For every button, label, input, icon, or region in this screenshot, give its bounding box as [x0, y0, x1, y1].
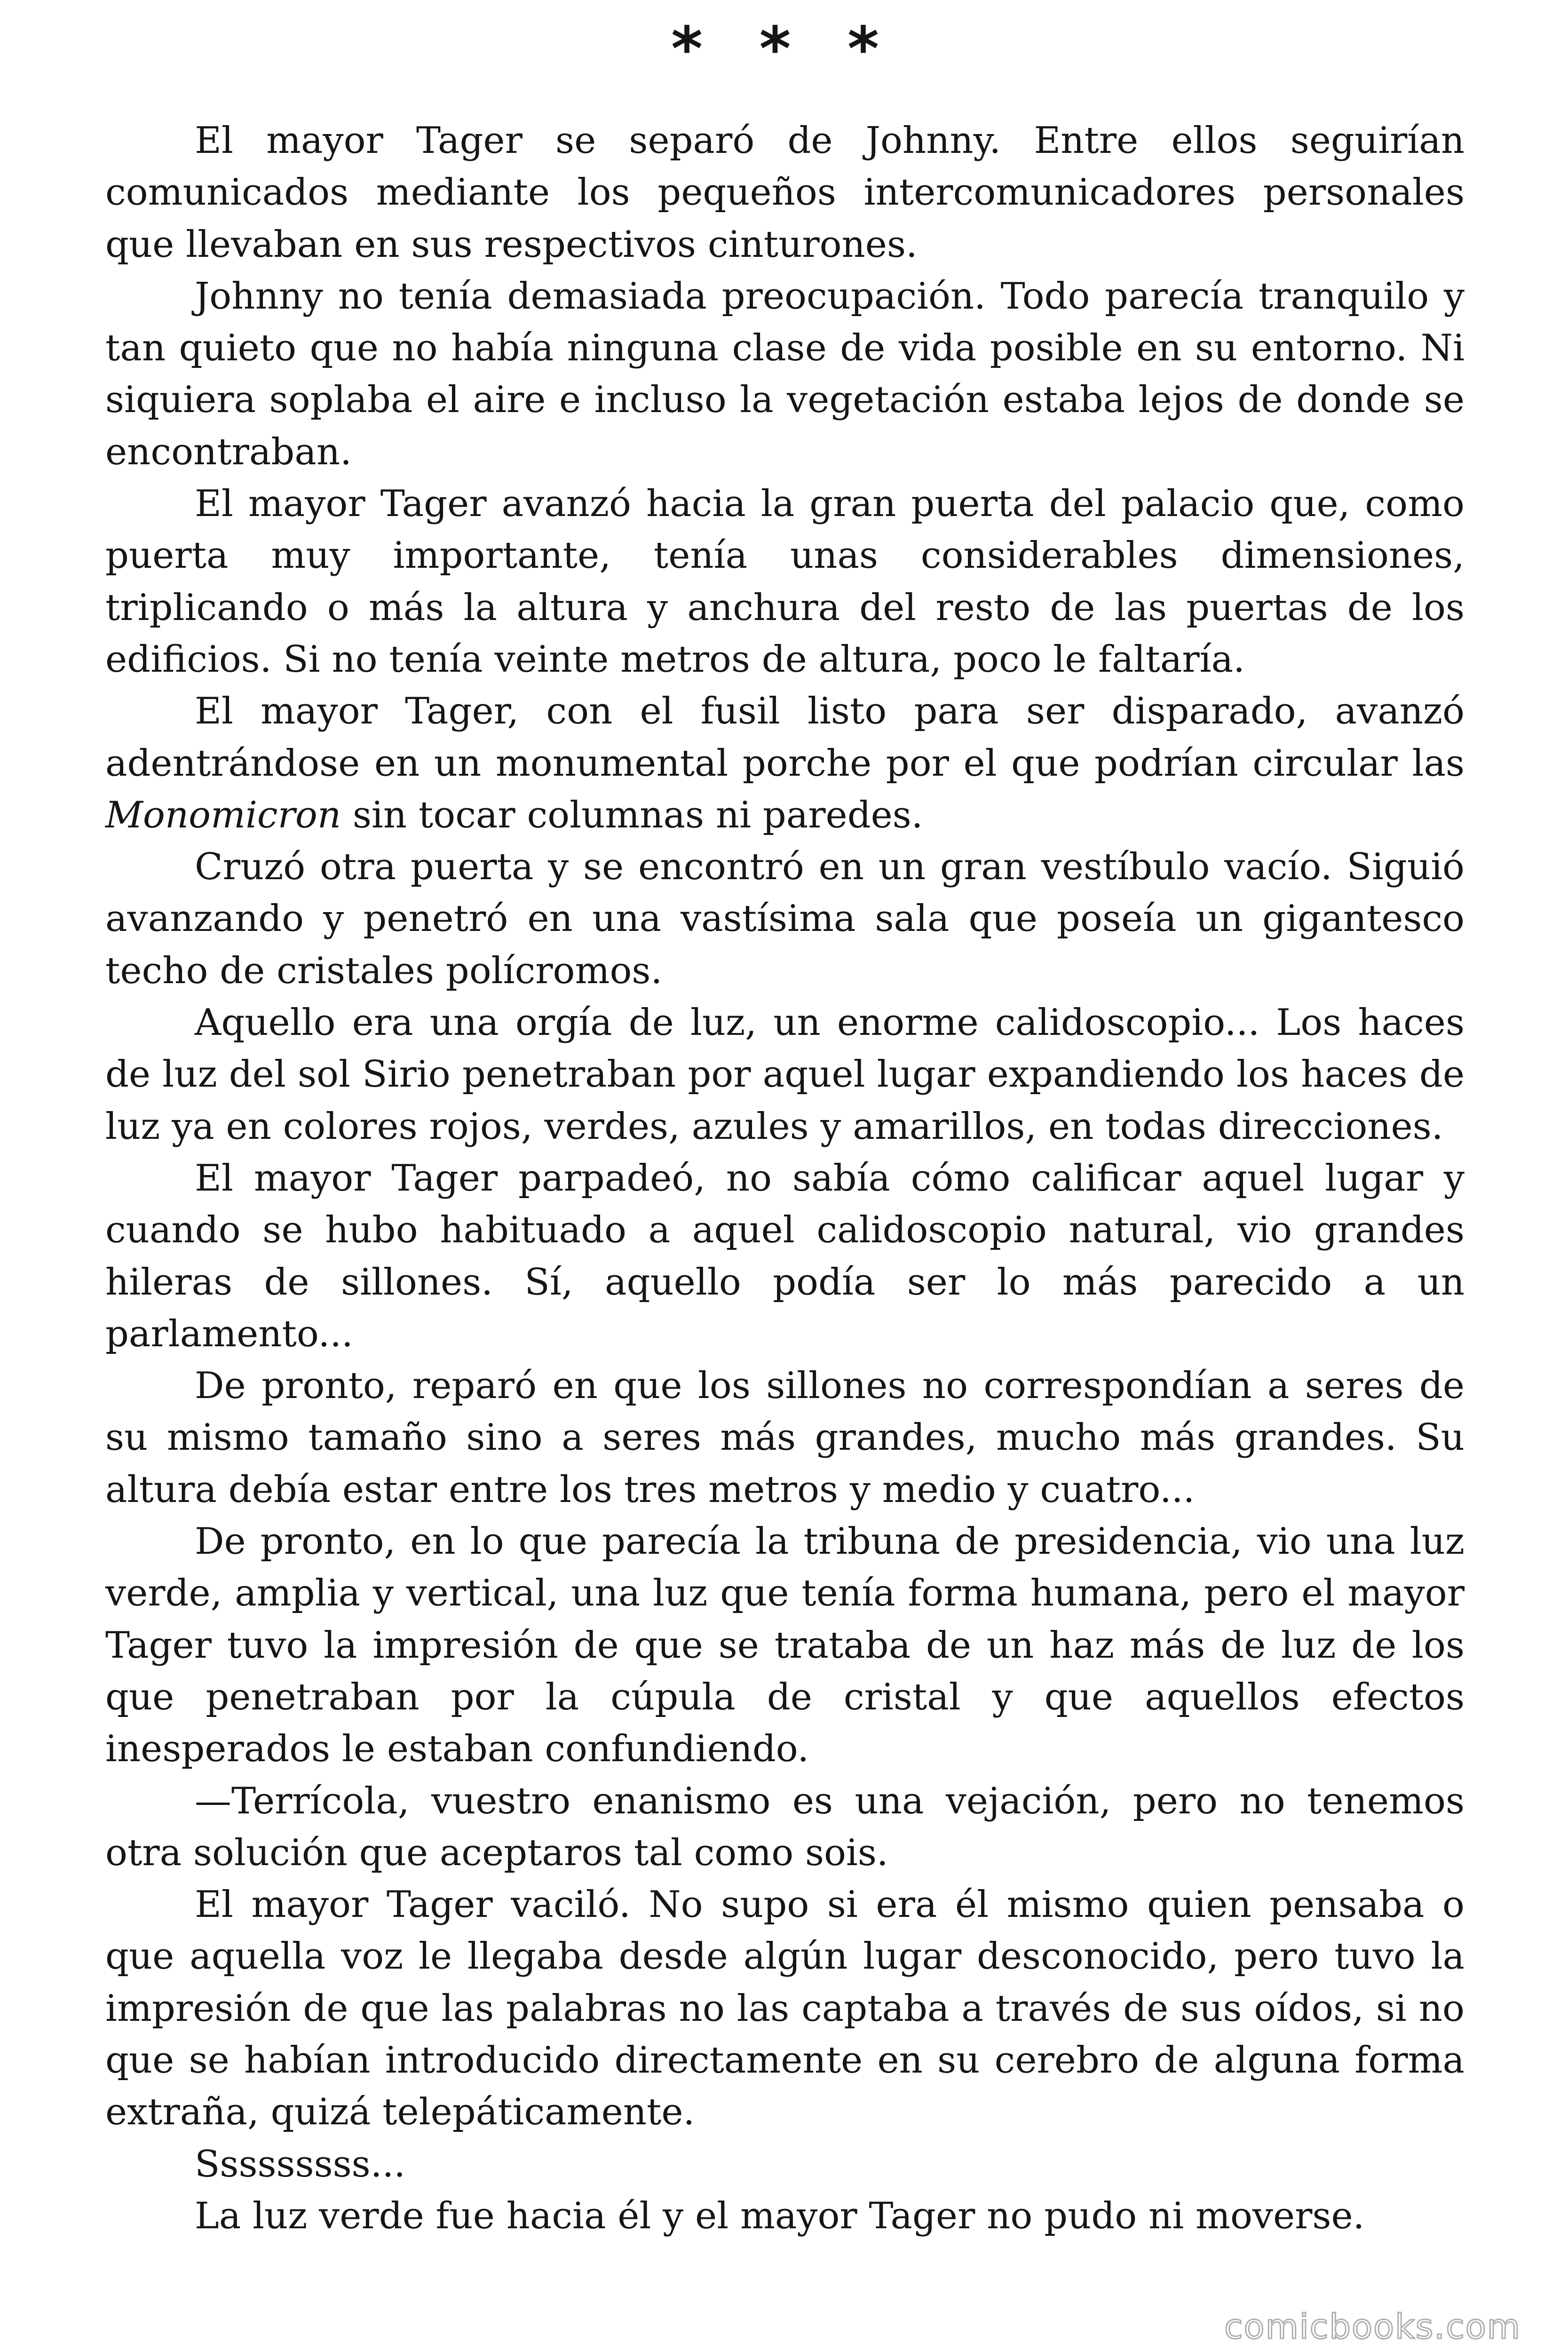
paragraph: Johnny no tenía demasiada preocupación. Todo parecía tranquilo y tan quieto que no había ninguna clase de vida posible en su entorno. Ni siquiera soplaba el aire e incluso la vegetación estaba lejos de donde se encontraban.: [105, 275, 1465, 473]
paragraph: El mayor Tager vaciló. No supo si era él mismo quien pensaba o que aquella voz le llegaba desde algún lugar desconocido, pero tuvo la impresión de que las palabras no las captaba a través de sus oídos, si no que se habían introducido directamente en su cerebro de alguna forma extraña, quizá telepáticamente.: [105, 1883, 1465, 2134]
section-separator: * * *: [671, 14, 897, 84]
paragraph: De pronto, en lo que parecía la tribuna de presidencia, vio una luz verde, amplia y vertical, una luz que tenía forma humana, pero el mayor Tager tuvo la impresión de que se trataba de un haz más de luz de los que penetraban por la cúpula de cristal y que aquellos efectos inesperados le estaban confundiendo.: [105, 1520, 1465, 1771]
paragraph-text: El mayor Tager, con el fusil listo para ser disparado, avanzó adentrándose en un monumental porche por el que podrían circular las: [105, 690, 1465, 785]
paragraph-text-tail: sin tocar columnas ni paredes.: [352, 794, 923, 836]
body-text: [105, 115, 1465, 2242]
paragraph: Aquello era una orgía de luz, un enorme calidoscopio... Los haces de luz del sol Sirio penetraban por aquel lugar expandiendo los haces de luz ya en colores rojos, verdes, azules y amarillos, en todas direcciones.: [105, 1001, 1465, 1148]
watermark: comicbooks.com: [1224, 2307, 1521, 2346]
paragraph: [105, 685, 1465, 841]
paragraph: El mayor Tager se separó de Johnny. Entre ellos seguirían comunicados mediante los pequeños intercomunicadores personales que llevaban en sus respectivos cinturones.: [105, 119, 1465, 266]
paragraph: De pronto, reparó en que los sillones no correspondían a seres de su mismo tamaño sino a seres más grandes, mucho más grandes. Su altura debía estar entre los tres metros y medio y cuatro...: [105, 1365, 1465, 1511]
paragraph: Cruzó otra puerta y se encontró en un gran vestíbulo vacío. Siguió avanzando y penetró en una vastísima sala que poseía un gigantesco techo de cristales polícromos.: [105, 846, 1465, 992]
paragraph: El mayor Tager parpadeó, no sabía cómo calificar aquel lugar y cuando se hubo habituado a aquel calidoscopio natural, vio grandes hileras de sillones. Sí, aquello podía ser lo más parecido a un parlamento...: [105, 1157, 1465, 1355]
paragraph: El mayor Tager avanzó hacia la gran puerta del palacio que, como puerta muy importante, tenía unas considerables dimensiones, triplicando o más la altura y anchura del resto de las puertas de los edificios. Si no tenía veinte metros de altura, poco le faltaría.: [105, 483, 1465, 681]
paragraph: Sssssssss...: [195, 2143, 406, 2185]
paragraph: La luz verde fue hacia él y el mayor Tager no pudo ni moverse.: [195, 2194, 1365, 2237]
dialogue-paragraph: —Terrícola, vuestro enanismo es una vejación, pero no tenemos otra solución que aceptaros tal como sois.: [105, 1780, 1465, 1874]
italic-ship-name: Monomicron: [105, 794, 341, 836]
